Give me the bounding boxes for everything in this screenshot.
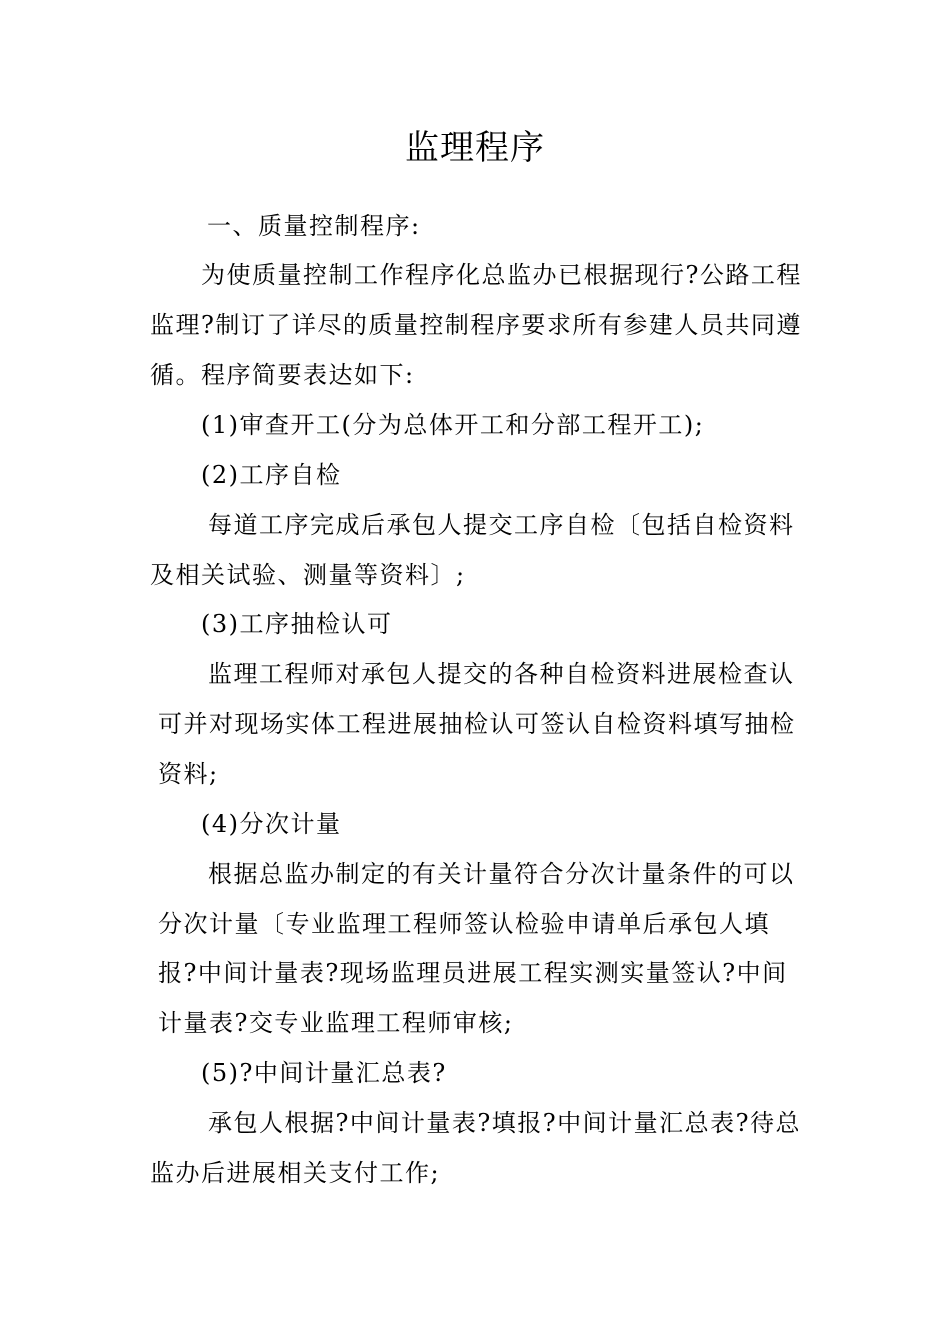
- paragraph-line: 为使质量控制工作程序化总监办已根据现行?公路工程: [201, 261, 802, 289]
- paragraph-line: 监理工程师对承包人提交的各种自检资料进展检查认: [208, 660, 795, 688]
- paragraph-line: 承包人根据?中间计量表?填报?中间计量汇总表?待总: [208, 1109, 801, 1137]
- document-title: 监理程序: [405, 128, 545, 168]
- paragraph-line: 报?中间计量表?现场监理员进展工程实测实量签认?中间: [158, 959, 788, 987]
- list-item-2: (2)工序自检: [201, 461, 342, 489]
- section-heading-quality-control: 一、质量控制程序:: [207, 212, 421, 240]
- paragraph-line: 监理?制订了详尽的质量控制程序要求所有参建人员共同遵: [150, 311, 802, 339]
- paragraph-line: 根据总监办制定的有关计量符合分次计量条件的可以: [208, 860, 795, 888]
- list-item-3: (3)工序抽检认可: [201, 610, 393, 638]
- paragraph-line: 分次计量〔专业监理工程师签认检验申请单后承包人填: [158, 910, 770, 938]
- paragraph-line: 及相关试验、测量等资料〕;: [150, 561, 466, 589]
- list-item-4: (4)分次计量: [201, 810, 342, 838]
- list-item-1: (1)审查开工(分为总体开工和分部工程开工);: [201, 411, 705, 439]
- paragraph-line: 计量表?交专业监理工程师审核;: [158, 1009, 514, 1037]
- paragraph-line: 监办后进展相关支付工作;: [150, 1159, 441, 1187]
- paragraph-line: 可并对现场实体工程进展抽检认可签认自检资料填写抽检: [158, 710, 796, 738]
- paragraph-line: 每道工序完成后承包人提交工序自检〔包括自检资料: [208, 511, 795, 539]
- paragraph-line: 循。程序简要表达如下:: [150, 361, 415, 389]
- paragraph-line: 资料;: [158, 760, 219, 788]
- list-item-5: (5)?中间计量汇总表?: [201, 1059, 447, 1087]
